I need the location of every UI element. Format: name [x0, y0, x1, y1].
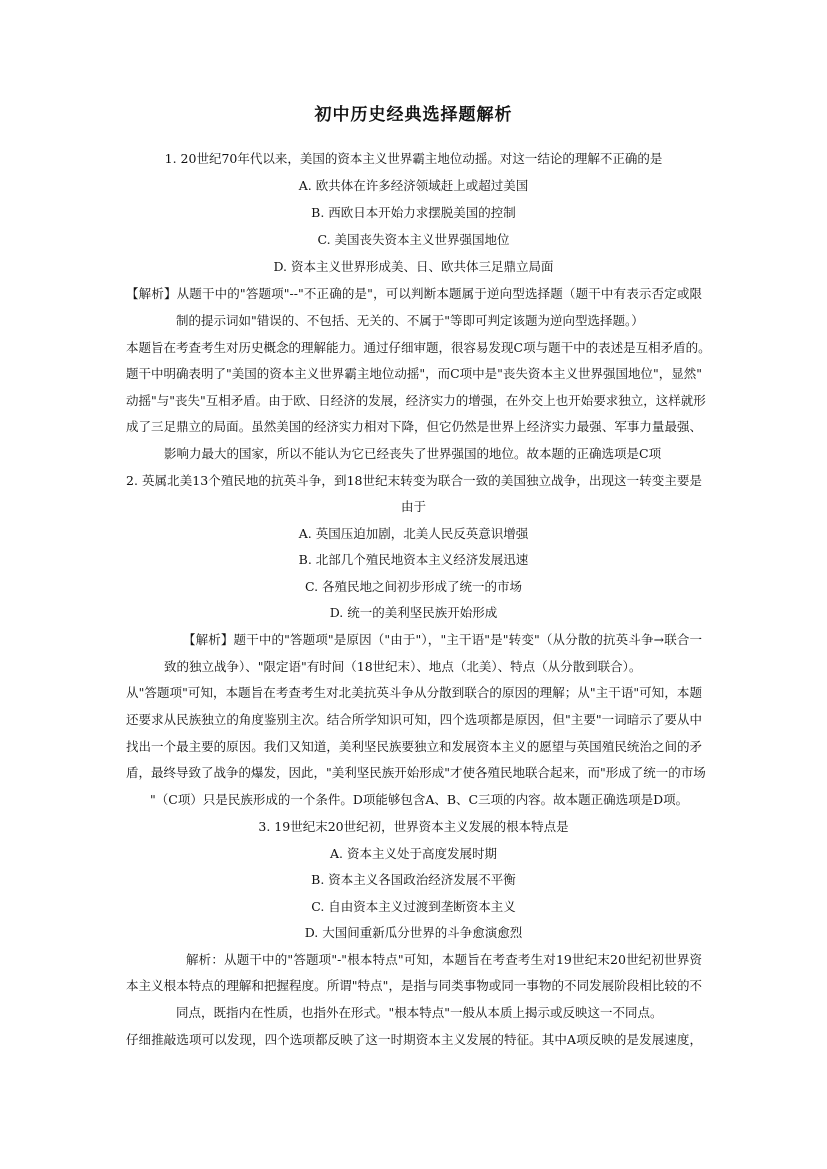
question-3-option-c: C. 自由资本主义过渡到垄断资本主义	[311, 899, 516, 914]
question-2-analysis-line: "（C项）只是民族形成的一个条件。D项能够包含A、B、C三项的内容。故本题正确选项是D项。	[150, 792, 689, 807]
question-2-stem-continued: 由于	[400, 499, 426, 514]
question-3-option-b: B. 资本主义各国政治经济发展不平衡	[311, 872, 516, 887]
question-3-stem: 3. 19世纪末20世纪初，世界资本主义发展的根本特点是	[258, 819, 569, 834]
question-1-option-d: D. 资本主义世界形成美、日、欧共体三足鼎立局面	[273, 259, 554, 274]
question-2-analysis-line: 还要求从民族独立的角度鉴别主次。结合所学知识可知，四个选项都是原因，但"主要"一词暗示了要从中	[126, 712, 702, 727]
question-2-option-c: C. 各殖民地之间初步形成了统一的市场	[304, 579, 523, 594]
question-2-analysis-line: 致的独立战争）、"限定语"有时间（18世纪末）、地点（北美）、特点（从分散到联合）。	[164, 659, 642, 674]
question-2-option-a: A. 英国压迫加剧，北美人民反英意识增强	[298, 526, 529, 541]
question-3-analysis-line: 本主义根本特点的理解和把握程度。所谓"特点"，是指与同类事物或同一事物的不同发展阶段相比较的不	[126, 978, 702, 993]
question-3-option-a: A. 资本主义处于高度发展时期	[330, 846, 497, 861]
question-1-option-c: C. 美国丧失资本主义世界强国地位	[317, 232, 510, 247]
question-1-analysis-line: 本题旨在考查考生对历史概念的理解能力。通过仔细审题，很容易发现C项与题干中的表述是互相矛盾的。	[126, 340, 711, 355]
question-3-analysis-line: 解析：从题干中的"答题项"-"根本特点"可知，本题旨在考查考生对19世纪末20世纪初世界资	[186, 952, 702, 967]
question-1-analysis-line: 【解析】从题干中的"答题项"--"不正确的是"，可以判断本题属于逆向型选择题（题干中有表示否定或限	[126, 286, 702, 301]
question-2-analysis-line: 盾，最终导致了战争的爆发，因此，"美利坚民族开始形成"才使各殖民地联合起来，而"形成了统一的市场	[126, 765, 706, 780]
question-3-analysis-line: 仔细推敲选项可以发现，四个选项都反映了这一时期资本主义发展的特征。其中A项反映的是发展速度，	[126, 1032, 702, 1047]
question-1-option-b: B. 西欧日本开始力求摆脱美国的控制	[311, 205, 516, 220]
question-2-analysis-line: 从"答题项"可知，本题旨在考查考生对北美抗英斗争从分散到联合的原因的理解；从"主干语"可知，本题	[126, 685, 702, 700]
question-2-stem: 2. 英属北美13个殖民地的抗英斗争，到18世纪末转变为联合一致的美国独立战争，出现这一转变主要是	[126, 473, 702, 488]
question-3-analysis-line: 同点，既指内在性质，也指外在形式。"根本特点"一般从本质上揭示或反映这一不同点。	[176, 1005, 663, 1020]
question-1-analysis-line: 题干中明确表明了"美国的资本主义世界霸主地位动摇"，而C项中是"丧失资本主义世界强国地位"，显然"	[126, 366, 702, 381]
question-1-analysis-line: 影响力最大的国家，所以不能认为它已经丧失了世界强国的地位。故本题的正确选项是C项	[164, 446, 662, 461]
question-1-stem: 1. 20世纪70年代以来，美国的资本主义世界霸主地位动摇。对这一结论的理解不正确的是	[164, 151, 663, 166]
question-2-option-d: D. 统一的美利坚民族开始形成	[329, 605, 498, 620]
question-2-option-b: B. 北部几个殖民地资本主义经济发展迅速	[298, 552, 529, 567]
question-1-analysis-line: 制的提示词如"错误的、不包括、无关的、不属于"等即可判定该题为逆向型选择题。）	[176, 313, 644, 328]
question-3-option-d: D. 大国间重新瓜分世界的斗争愈演愈烈	[304, 925, 523, 940]
question-1-option-a: A. 欧共体在许多经济领域赶上或超过美国	[298, 178, 529, 193]
question-1-analysis-line: 成了三足鼎立的局面。虽然美国的经济实力相对下降，但它仍然是世界上经济实力最强、军事力量最强、	[126, 419, 702, 434]
question-1-analysis-line: 动摇"与"丧失"互相矛盾。由于欧、日经济的发展，经济实力的增强，在外交上也开始要求独立，这样就形	[126, 393, 706, 408]
page-title: 初中历史经典选择题解析	[314, 105, 513, 125]
question-2-analysis-line: 【解析】题干中的"答题项"是原因（"由于"），"主干语"是"转变"（从分散的抗英斗争→联合一	[183, 632, 702, 647]
question-2-analysis-line: 找出一个最主要的原因。我们又知道，美利坚民族要独立和发展资本主义的愿望与英国殖民统治之间的矛	[126, 739, 702, 754]
